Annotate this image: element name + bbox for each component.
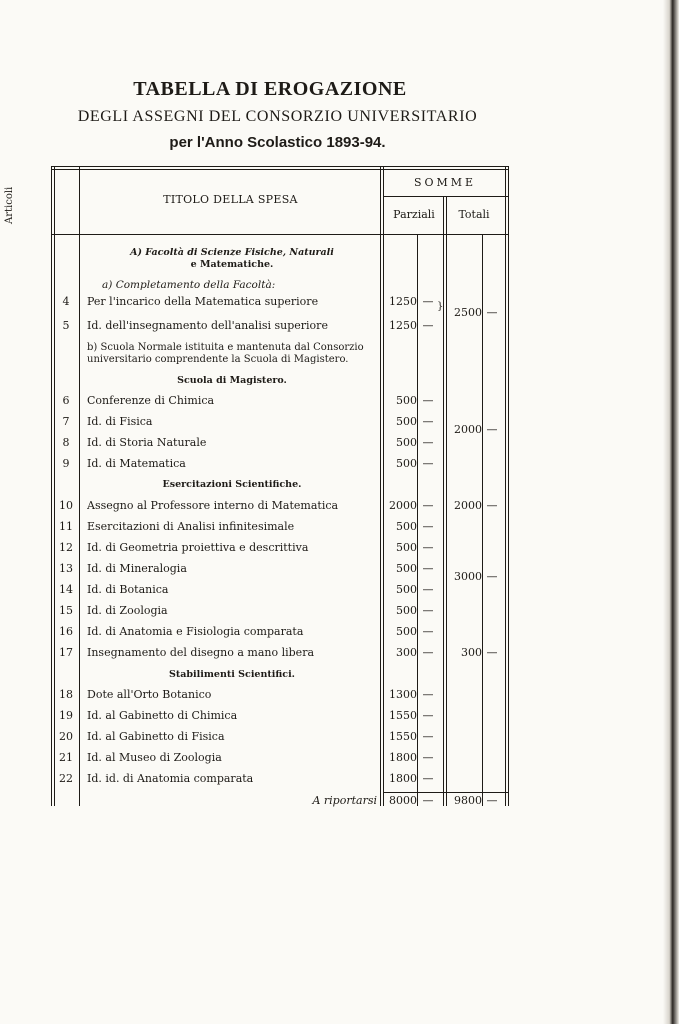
section-a-line1: A) Facoltà di Scienze Fisiche, Naturali (130, 247, 334, 258)
expense-title: Id. di Botanica (87, 583, 169, 596)
expense-title: Assegno al Professore interno di Matematica (87, 499, 339, 512)
group-total-value: 3000 (454, 570, 482, 583)
page-subtitle: DEGLI ASSEGNI DEL CONSORZIO UNIVERSITARIO (77, 108, 478, 125)
article-number: 21 (59, 751, 73, 764)
table-row (0, 392, 679, 410)
sub-b: b) Scuola Normale istituita e mantenuta dal Consorzio universitario comprendente la Scuola di Magistero. (87, 342, 364, 365)
footer-dash2: — (486, 794, 498, 807)
partial-dash: — (422, 646, 434, 659)
partial-amount: 300 (396, 646, 417, 659)
partial-amount: 500 (396, 457, 417, 470)
partial-dash: — (422, 625, 434, 638)
expense-title: Id. di Mineralogia (87, 562, 187, 575)
expense-title: Per l'incarico della Matematica superiore (87, 295, 319, 308)
group-total-2 (0, 421, 679, 439)
partial-dash: — (422, 730, 434, 743)
expense-title: Id. di Zoologia (87, 604, 168, 617)
section-stabilimenti: Stabilimenti Scientifici. (169, 669, 295, 680)
article-number: 12 (59, 541, 73, 554)
footer-dash1: — (422, 794, 434, 807)
partial-amount: 1550 (389, 709, 417, 722)
table-row (0, 497, 679, 515)
partial-dash: — (422, 751, 434, 764)
expense-title: Id. id. di Anatomia comparata (87, 772, 254, 785)
section-esercitazioni: Esercitazioni Scientifiche. (162, 479, 302, 490)
article-number: 20 (59, 730, 73, 743)
table-row (0, 707, 679, 725)
partial-amount: 500 (396, 604, 417, 617)
partial-amount: 500 (396, 562, 417, 575)
article-number: 9 (62, 457, 70, 470)
article-number: 10 (59, 499, 73, 512)
article-number: 13 (59, 562, 73, 575)
page-title: TABELLA DI EROGAZIONE (133, 78, 407, 100)
table-row (0, 686, 679, 704)
partial-dash: — (422, 604, 434, 617)
header-titolo: TITOLO DELLA SPESA (163, 193, 298, 206)
partial-dash: — (422, 436, 434, 449)
partial-dash: — (422, 457, 434, 470)
table-row (0, 623, 679, 641)
article-number: 7 (62, 415, 70, 428)
partial-dash: — (422, 319, 434, 332)
group-total-value: 2500 (454, 306, 482, 319)
expense-title: Id. di Fisica (87, 415, 153, 428)
article-number: 8 (62, 436, 70, 449)
table-row (0, 749, 679, 767)
article-number: 4 (62, 295, 70, 308)
expense-title: Id. di Geometria proiettiva e descrittiva (87, 541, 309, 554)
expense-title: Id. al Museo di Zoologia (87, 751, 222, 764)
partial-dash: — (422, 688, 434, 701)
article-number: 11 (59, 520, 73, 533)
partial-amount: 500 (396, 541, 417, 554)
expense-title: Id. di Storia Naturale (87, 436, 207, 449)
section-magistero: Scuola di Magistero. (177, 375, 287, 386)
partial-amount: 1250 (389, 295, 417, 308)
table-row (0, 728, 679, 746)
partial-amount: 1250 (389, 319, 417, 332)
partial-dash: — (422, 394, 434, 407)
expense-title: Id. al Gabinetto di Fisica (87, 730, 225, 743)
table-row (0, 644, 679, 662)
section-a-line2: e Matematiche. (190, 259, 274, 270)
table-row (0, 602, 679, 620)
partial-dash: — (422, 499, 434, 512)
total-dash: — (486, 646, 498, 659)
total-amount: 2000 (454, 499, 482, 512)
partial-amount: 1300 (389, 688, 417, 701)
section-a (84, 247, 380, 271)
total-amount: 300 (461, 646, 482, 659)
partial-dash: — (422, 583, 434, 596)
partial-dash: — (422, 520, 434, 533)
expense-title: Id. dell'insegnamento dell'analisi superiore (87, 319, 328, 332)
footer-label: A riportarsi (312, 794, 377, 807)
partial-dash: — (422, 415, 434, 428)
partial-amount: 500 (396, 415, 417, 428)
article-number: 17 (59, 646, 73, 659)
partial-dash: — (422, 709, 434, 722)
partial-dash: — (422, 295, 434, 308)
partial-amount: 500 (396, 625, 417, 638)
group-total-dash: — (486, 306, 498, 319)
partial-dash: — (422, 541, 434, 554)
expense-title: Id. al Gabinetto di Chimica (87, 709, 238, 722)
table-row (0, 455, 679, 473)
partial-amount: 1550 (389, 730, 417, 743)
partial-dash: — (422, 562, 434, 575)
article-number: 19 (59, 709, 73, 722)
partial-amount: 500 (396, 394, 417, 407)
article-number: 22 (59, 772, 73, 785)
header-somme: SOMME (413, 176, 477, 189)
article-number: 15 (59, 604, 73, 617)
article-number: 16 (59, 625, 73, 638)
article-number: 14 (59, 583, 73, 596)
expense-title: Esercitazioni di Analisi infinitesimale (87, 520, 295, 533)
group-total-1: } 2500 — (0, 304, 679, 322)
article-number: 18 (59, 688, 73, 701)
partial-amount: 1800 (389, 751, 417, 764)
group-total-value: 2000 (454, 423, 482, 436)
group-total-dash: — (486, 423, 498, 436)
group-total-dash: — (486, 570, 498, 583)
footer-row (0, 792, 679, 810)
expense-title: Insegnamento del disegno a mano libera (87, 646, 315, 659)
year-line: per l'Anno Scolastico 1893-94. (169, 134, 386, 151)
expense-title: Id. di Anatomia e Fisiologia comparata (87, 625, 304, 638)
table-row (0, 539, 679, 557)
group-total-3 (0, 568, 679, 586)
header-articoli: Articoli (4, 186, 15, 224)
table-row (0, 770, 679, 788)
partial-amount: 1800 (389, 772, 417, 785)
expense-title: Id. di Matematica (87, 457, 186, 470)
expense-title: Conferenze di Chimica (87, 394, 215, 407)
table-row (0, 518, 679, 536)
partial-amount: 500 (396, 583, 417, 596)
header-totali: Totali (458, 208, 490, 221)
partial-dash: — (422, 772, 434, 785)
footer-totali: 9800 (454, 794, 482, 807)
sub-a: a) Completamento della Facoltà: (102, 279, 276, 291)
header-parziali: Parziali (393, 208, 435, 221)
partial-amount: 2000 (389, 499, 417, 512)
article-number: 6 (62, 394, 70, 407)
partial-amount: 500 (396, 436, 417, 449)
footer-parziali: 8000 (389, 794, 417, 807)
partial-amount: 500 (396, 520, 417, 533)
article-number: 5 (62, 319, 70, 332)
total-dash: — (486, 499, 498, 512)
expense-title: Dote all'Orto Botanico (87, 688, 212, 701)
